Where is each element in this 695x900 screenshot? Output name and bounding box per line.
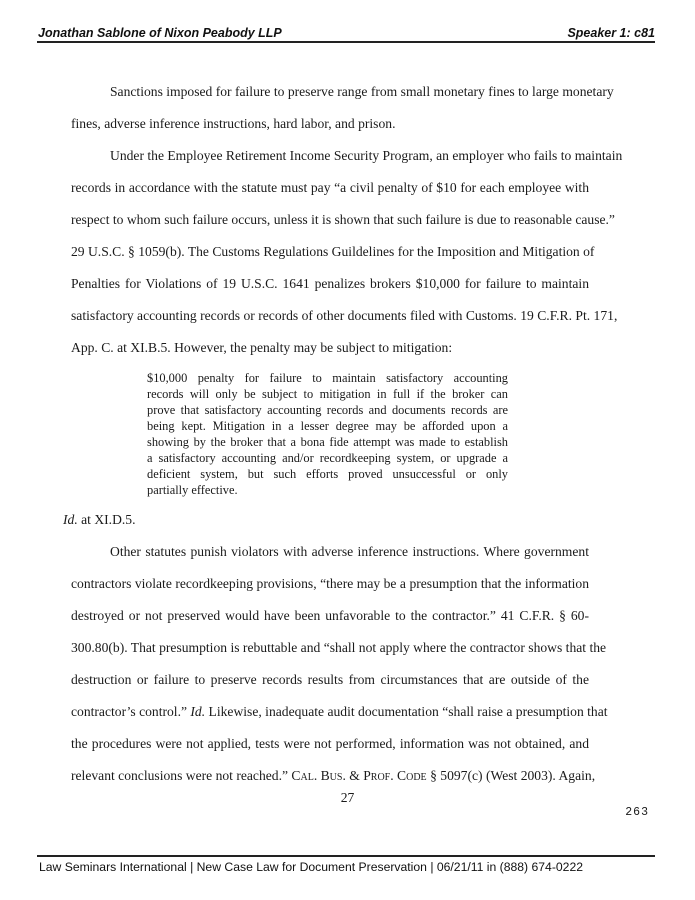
paragraph-1-line: Sanctions imposed for failure to preserve range from small monetary fines to large monetary [110,84,614,99]
paragraph-3-line: destroyed or not preserved would have been unfavorable to the contractor.” 41 C.F.R. § 60- [71,608,589,623]
running-header [37,26,655,40]
text-span: § 5097(c) (West 2003). Again, [426,768,596,783]
paragraph-3-line [71,768,596,784]
citation-id: Id. [63,512,78,527]
paragraph-2-line: records in accordance with the statute must pay “a civil penalty of $10 for each employee with [71,180,589,195]
citation-id: Id. [190,704,206,719]
block-quote-line: deficient system, but such efforts proved unsuccessful or only [147,467,508,481]
paragraph-2-line: Under the Employee Retirement Income Security Program, an employer who fails to maintain [110,148,623,163]
header-speaker-code: Speaker 1: c81 [567,26,655,40]
running-footer: Law Seminars International | New Case Law for Document Preservation | 06/21/11 in (888) 674-0222 [39,860,584,874]
header-author: Jonathan Sablone of Nixon Peabody LLP [38,26,282,40]
paragraph-3-line: 300.80(b). That presumption is rebuttable and “shall not apply where the contractor shows that the [71,640,607,655]
text-span: contractor’s control.” [71,704,191,719]
footer-rule [37,855,655,857]
citation-location: at XI.D.5. [77,512,136,527]
paragraph-2-line: respect to whom such failure occurs, unless it is shown that such failure is due to reasonable cause.” [71,212,615,227]
text-span: Likewise, inadequate audit documentation “shall raise a presumption that [205,704,608,719]
statute-name: Cal. Bus. & Prof. Code [291,768,427,783]
paragraph-3-line: destruction or failure to preserve records results from circumstances that are outside of the [71,672,589,687]
block-quote-line: being kept. Mitigation in a lesser degree may be afforded upon a [147,419,508,433]
paragraph-3-line: Other statutes punish violators with adverse inference instructions. Where government [110,544,589,559]
paragraph-2-line: Penalties for Violations of 19 U.S.C. 1641 penalizes brokers $10,000 for failure to maintain [71,276,589,291]
block-quote-line: a satisfactory accounting and/or recordkeeping system, or upgrade a [147,451,508,465]
paragraph-1-line: fines, adverse inference instructions, hard labor, and prison. [71,116,396,131]
paragraph-2-line: satisfactory accounting records or records of other documents filed with Customs. 19 C.F.R. Pt. 171, [71,308,618,323]
paragraph-3-line: contractors violate recordkeeping provisions, “there may be a presumption that the information [71,576,589,591]
block-quote-line: records will only be subject to mitigation in full if the broker can [147,387,508,401]
block-quote-line: partially effective. [147,483,238,497]
bates-stamp: 263 [625,806,649,819]
citation-line [63,512,581,528]
paragraph-2-line: 29 U.S.C. § 1059(b). The Customs Regulations Guildelines for the Imposition and Mitigation of [71,244,595,259]
paragraph-2-line: App. C. at XI.B.5. However, the penalty may be subject to mitigation: [71,340,453,355]
text-span: relevant conclusions were not reached.” [71,768,292,783]
paragraph-3-line: the procedures were not applied, tests were not performed, information was not obtained, and [71,736,589,751]
block-quote-line: prove that satisfactory accounting records and documents records are [147,403,508,417]
block-quote-line: showing by the broker that a bona fide attempt was made to establish [147,435,508,449]
page-number: 27 [340,790,355,805]
block-quote-line: $10,000 penalty for failure to maintain satisfactory accounting [147,371,508,385]
paragraph-3-line [71,704,608,720]
header-rule [37,41,655,43]
